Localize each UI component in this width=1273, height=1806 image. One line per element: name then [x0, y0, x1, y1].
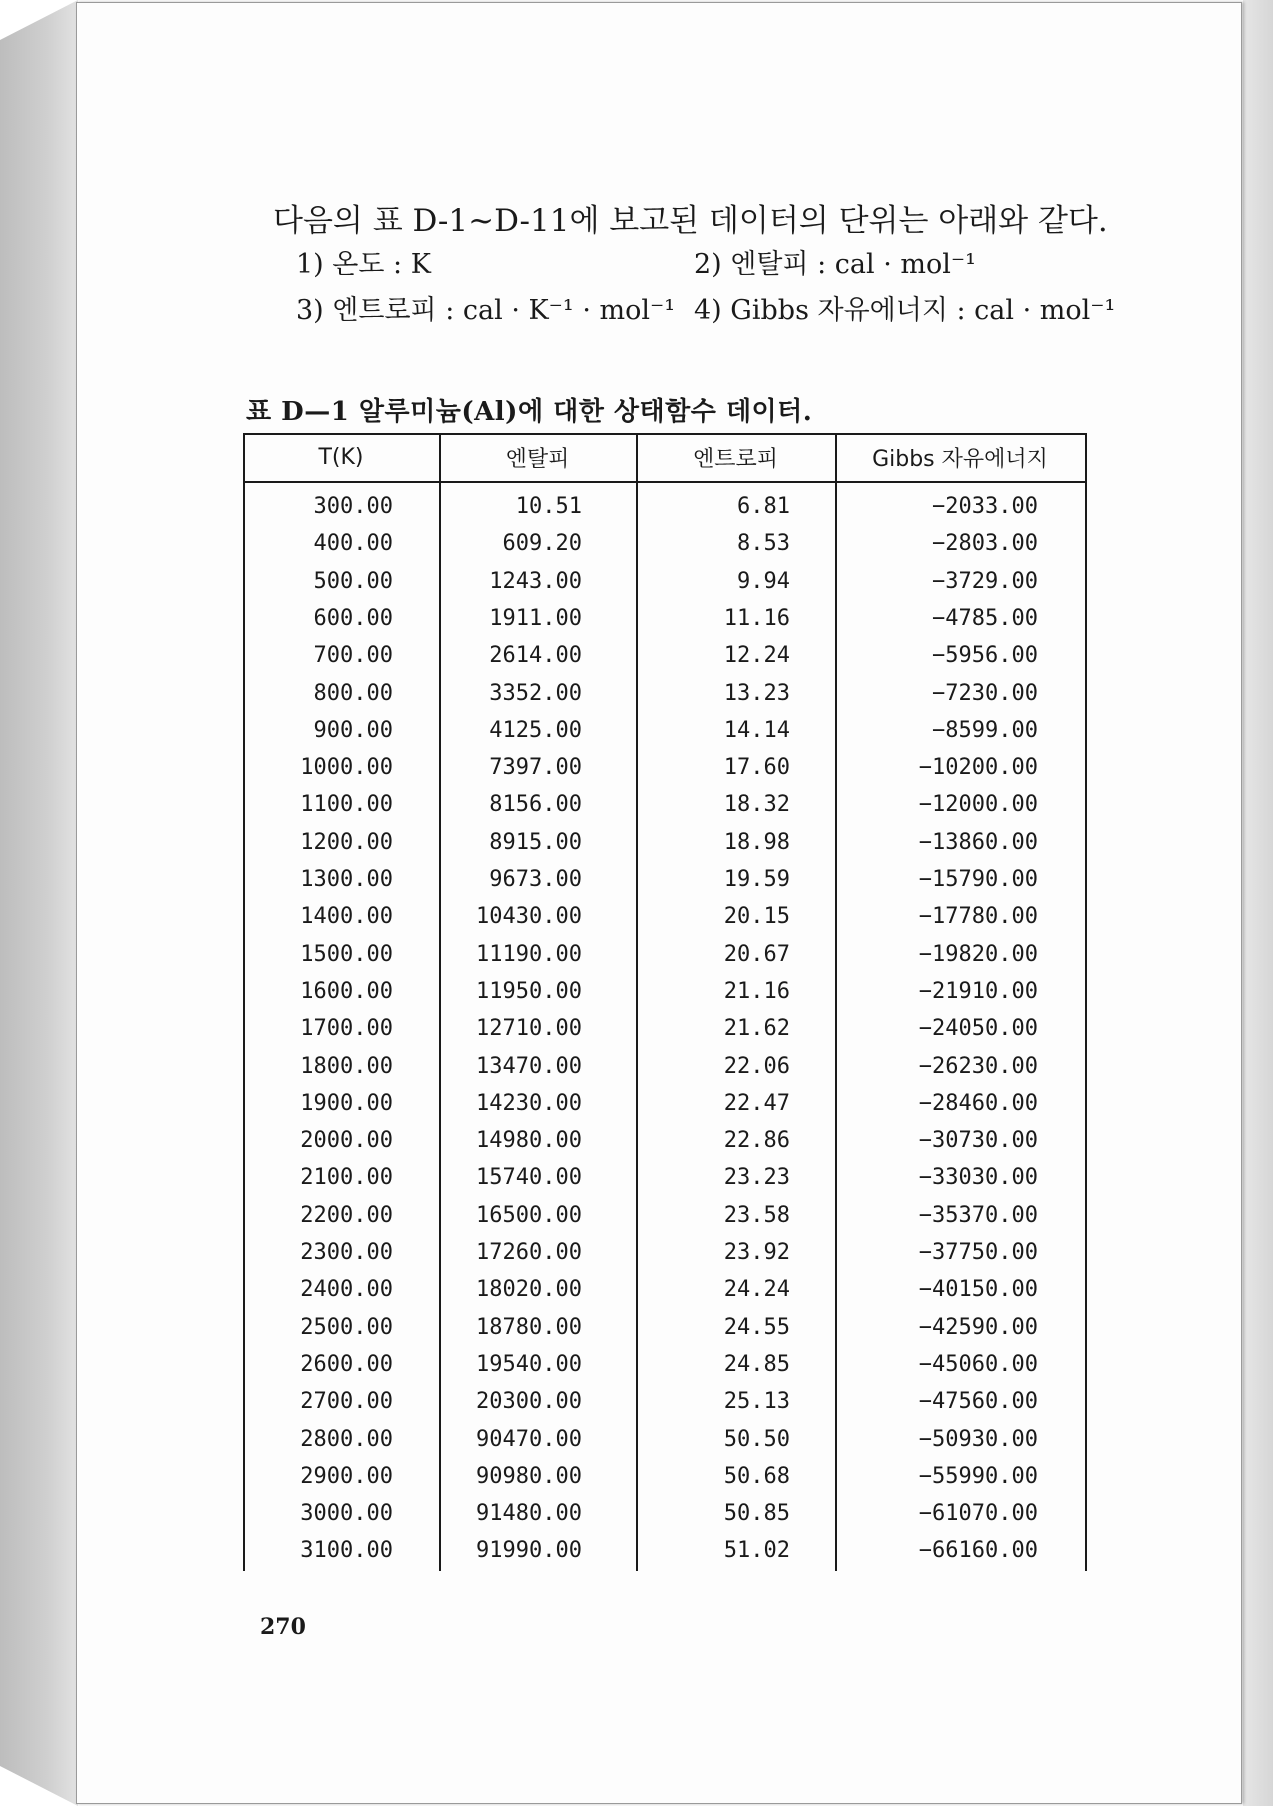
cell-entropy: 23.23: [723, 1165, 790, 1191]
cell-enthalpy: 1911.00: [489, 605, 582, 631]
cell-enthalpy: 91990.00: [476, 1538, 582, 1564]
table-row: [243, 525, 1087, 562]
cell-entropy: 22.86: [723, 1128, 790, 1154]
cell-temperature: 300.00: [313, 494, 393, 519]
table-row: [243, 898, 1087, 935]
table-row: [243, 637, 1087, 674]
cell-temperature: 1800.00: [300, 1053, 393, 1079]
cell-temperature: 400.00: [313, 531, 393, 557]
table-header-rule: [243, 481, 1087, 483]
cell-gibbs: −8599.00: [932, 717, 1038, 743]
cell-gibbs: −21910.00: [918, 978, 1038, 1004]
cell-gibbs: −28460.00: [918, 1090, 1038, 1116]
cell-gibbs: −4785.00: [932, 605, 1038, 631]
column-header-temperature: T(K): [318, 444, 364, 470]
data-table: [243, 433, 1087, 1571]
cell-gibbs: −30730.00: [918, 1128, 1038, 1154]
cell-enthalpy: 10430.00: [476, 904, 582, 930]
unit-entropy: 3) 엔트로피 : cal · K⁻¹ · mol⁻¹: [296, 295, 676, 326]
table-row: [243, 1383, 1087, 1420]
cell-enthalpy: 1243.00: [489, 568, 582, 594]
cell-temperature: 500.00: [313, 568, 393, 594]
cell-enthalpy: 15740.00: [476, 1165, 582, 1191]
cell-temperature: 2700.00: [300, 1389, 393, 1415]
table-row: [243, 1458, 1087, 1495]
cell-entropy: 23.58: [723, 1202, 790, 1228]
cell-gibbs: −7230.00: [932, 680, 1038, 706]
cell-entropy: 19.59: [723, 867, 790, 892]
cell-temperature: 800.00: [313, 680, 393, 706]
cell-gibbs: −45060.00: [918, 1351, 1038, 1377]
units-row: [296, 288, 1126, 334]
cell-entropy: 14.14: [723, 717, 790, 743]
cell-gibbs: −26230.00: [918, 1053, 1038, 1079]
cell-gibbs: −2033.00: [932, 494, 1038, 519]
cell-entropy: 21.62: [723, 1016, 790, 1042]
cell-enthalpy: 90470.00: [476, 1426, 582, 1452]
table-row: [243, 712, 1087, 749]
cell-temperature: 2000.00: [300, 1128, 393, 1154]
cell-temperature: 1900.00: [300, 1090, 393, 1116]
table-row: [243, 749, 1087, 786]
cell-gibbs: −24050.00: [918, 1016, 1038, 1042]
cell-temperature: 3000.00: [300, 1501, 393, 1527]
cell-gibbs: −35370.00: [918, 1202, 1038, 1228]
table-row: [243, 675, 1087, 712]
cell-gibbs: −61070.00: [918, 1501, 1038, 1527]
cell-gibbs: −15790.00: [918, 867, 1038, 892]
cell-enthalpy: 7397.00: [489, 755, 582, 781]
cell-gibbs: −19820.00: [918, 941, 1038, 967]
table-row: [243, 1234, 1087, 1271]
cell-enthalpy: 17260.00: [476, 1240, 582, 1265]
table-row: [243, 861, 1087, 898]
cell-entropy: 17.60: [723, 755, 790, 781]
cell-entropy: 20.15: [723, 904, 790, 930]
cell-entropy: 12.24: [723, 643, 790, 669]
column-header-enthalpy: 엔탈피: [505, 446, 570, 472]
cell-temperature: 2100.00: [300, 1165, 393, 1191]
column-header-entropy: 엔트로피: [692, 446, 778, 472]
table-row: [243, 824, 1087, 861]
cell-entropy: 20.67: [723, 941, 790, 967]
cell-enthalpy: 90980.00: [476, 1463, 582, 1489]
cell-gibbs: −5956.00: [932, 643, 1038, 669]
cell-temperature: 1100.00: [300, 792, 393, 818]
cell-temperature: 3100.00: [300, 1538, 393, 1564]
cell-gibbs: −33030.00: [918, 1165, 1038, 1191]
cell-enthalpy: 4125.00: [489, 717, 582, 743]
cell-temperature: 2900.00: [300, 1463, 393, 1489]
cell-entropy: 6.81: [737, 494, 790, 519]
table-row: [243, 1010, 1087, 1047]
table-row: [243, 1532, 1087, 1569]
cell-entropy: 50.50: [723, 1426, 790, 1452]
book-spine-corner-top: [0, 0, 78, 40]
cell-temperature: 2200.00: [300, 1202, 393, 1228]
cell-enthalpy: 14980.00: [476, 1128, 582, 1154]
table-row: [243, 973, 1087, 1010]
table-row: [243, 1122, 1087, 1159]
table-row: [243, 600, 1087, 637]
cell-entropy: 21.16: [723, 978, 790, 1004]
cell-temperature: 1400.00: [300, 904, 393, 930]
table-row: [243, 936, 1087, 973]
table-row: [243, 1346, 1087, 1383]
cell-entropy: 22.06: [723, 1053, 790, 1079]
cell-temperature: 1500.00: [300, 941, 393, 967]
cell-temperature: 1600.00: [300, 978, 393, 1004]
units-list: [296, 242, 1126, 334]
cell-temperature: 700.00: [313, 643, 393, 669]
cell-entropy: 25.13: [723, 1389, 790, 1415]
unit-temperature: 1) 온도 : K: [296, 249, 431, 280]
table-row: [243, 1495, 1087, 1532]
cell-temperature: 1000.00: [300, 755, 393, 781]
cell-temperature: 1200.00: [300, 829, 393, 855]
table-caption: 표 D—1 알루미늄(Al)에 대한 상태함수 데이터.: [246, 397, 813, 427]
cell-entropy: 8.53: [737, 531, 790, 557]
cell-enthalpy: 12710.00: [476, 1016, 582, 1042]
book-spine-corner-bottom: [0, 1766, 78, 1806]
cell-entropy: 50.85: [723, 1501, 790, 1527]
cell-entropy: 24.85: [723, 1351, 790, 1377]
intro-text: 다음의 표 D-1~D-11에 보고된 데이터의 단위는 아래와 같다.: [273, 203, 1108, 239]
cell-enthalpy: 609.20: [502, 531, 582, 557]
cell-enthalpy: 11190.00: [476, 941, 582, 967]
cell-gibbs: −55990.00: [918, 1463, 1038, 1489]
table-row: [243, 1085, 1087, 1122]
cell-enthalpy: 8915.00: [489, 829, 582, 855]
table-row: [243, 1197, 1087, 1234]
cell-enthalpy: 9673.00: [489, 867, 582, 892]
cell-temperature: 2300.00: [300, 1240, 393, 1265]
table-row: [243, 1159, 1087, 1196]
cell-entropy: 22.47: [723, 1090, 790, 1116]
cell-enthalpy: 18020.00: [476, 1277, 582, 1303]
table-row: [243, 1271, 1087, 1308]
table-row: [243, 786, 1087, 823]
unit-gibbs: 4) Gibbs 자유에너지 : cal · mol⁻¹: [694, 295, 1116, 326]
cell-entropy: 50.68: [723, 1463, 790, 1489]
cell-enthalpy: 16500.00: [476, 1202, 582, 1228]
cell-enthalpy: 13470.00: [476, 1053, 582, 1079]
cell-enthalpy: 18780.00: [476, 1314, 582, 1340]
table-row: [243, 488, 1087, 525]
cell-entropy: 51.02: [723, 1538, 790, 1564]
cell-temperature: 900.00: [313, 717, 393, 743]
cell-entropy: 24.24: [723, 1277, 790, 1303]
table-row: [243, 563, 1087, 600]
cell-enthalpy: 91480.00: [476, 1501, 582, 1527]
cell-entropy: 24.55: [723, 1314, 790, 1340]
cell-gibbs: −37750.00: [918, 1240, 1038, 1265]
cell-entropy: 23.92: [723, 1240, 790, 1265]
cell-temperature: 2600.00: [300, 1351, 393, 1377]
unit-enthalpy: 2) 엔탈피 : cal · mol⁻¹: [694, 249, 976, 280]
column-header-gibbs: Gibbs 자유에너지: [872, 446, 1048, 472]
cell-temperature: 2500.00: [300, 1314, 393, 1340]
cell-enthalpy: 19540.00: [476, 1351, 582, 1377]
cell-temperature: 1700.00: [300, 1016, 393, 1042]
cell-gibbs: −66160.00: [918, 1538, 1038, 1564]
cell-gibbs: −13860.00: [918, 829, 1038, 855]
cell-entropy: 9.94: [737, 568, 790, 594]
cell-enthalpy: 20300.00: [476, 1389, 582, 1415]
cell-temperature: 1300.00: [300, 867, 393, 892]
cell-gibbs: −42590.00: [918, 1314, 1038, 1340]
cell-gibbs: −10200.00: [918, 755, 1038, 781]
book-spine-edge: [0, 0, 78, 1806]
cell-enthalpy: 3352.00: [489, 680, 582, 706]
table-row: [243, 1421, 1087, 1458]
cell-enthalpy: 8156.00: [489, 792, 582, 818]
cell-temperature: 600.00: [313, 605, 393, 631]
page-number: 270: [260, 1614, 306, 1640]
cell-enthalpy: 11950.00: [476, 978, 582, 1004]
cell-temperature: 2400.00: [300, 1277, 393, 1303]
cell-enthalpy: 14230.00: [476, 1090, 582, 1116]
cell-enthalpy: 2614.00: [489, 643, 582, 669]
cell-gibbs: −3729.00: [932, 568, 1038, 594]
cell-entropy: 13.23: [723, 680, 790, 706]
cell-entropy: 18.32: [723, 792, 790, 818]
cell-gibbs: −47560.00: [918, 1389, 1038, 1415]
units-row: [296, 242, 1126, 288]
cell-enthalpy: 10.51: [515, 494, 582, 519]
cell-gibbs: −12000.00: [918, 792, 1038, 818]
cell-temperature: 2800.00: [300, 1426, 393, 1452]
book-right-edge: [1243, 0, 1273, 1806]
cell-entropy: 11.16: [723, 605, 790, 631]
cell-gibbs: −2803.00: [932, 531, 1038, 557]
cell-gibbs: −40150.00: [918, 1277, 1038, 1303]
table-row: [243, 1048, 1087, 1085]
cell-entropy: 18.98: [723, 829, 790, 855]
table-row: [243, 1309, 1087, 1346]
cell-gibbs: −17780.00: [918, 904, 1038, 930]
cell-gibbs: −50930.00: [918, 1426, 1038, 1452]
